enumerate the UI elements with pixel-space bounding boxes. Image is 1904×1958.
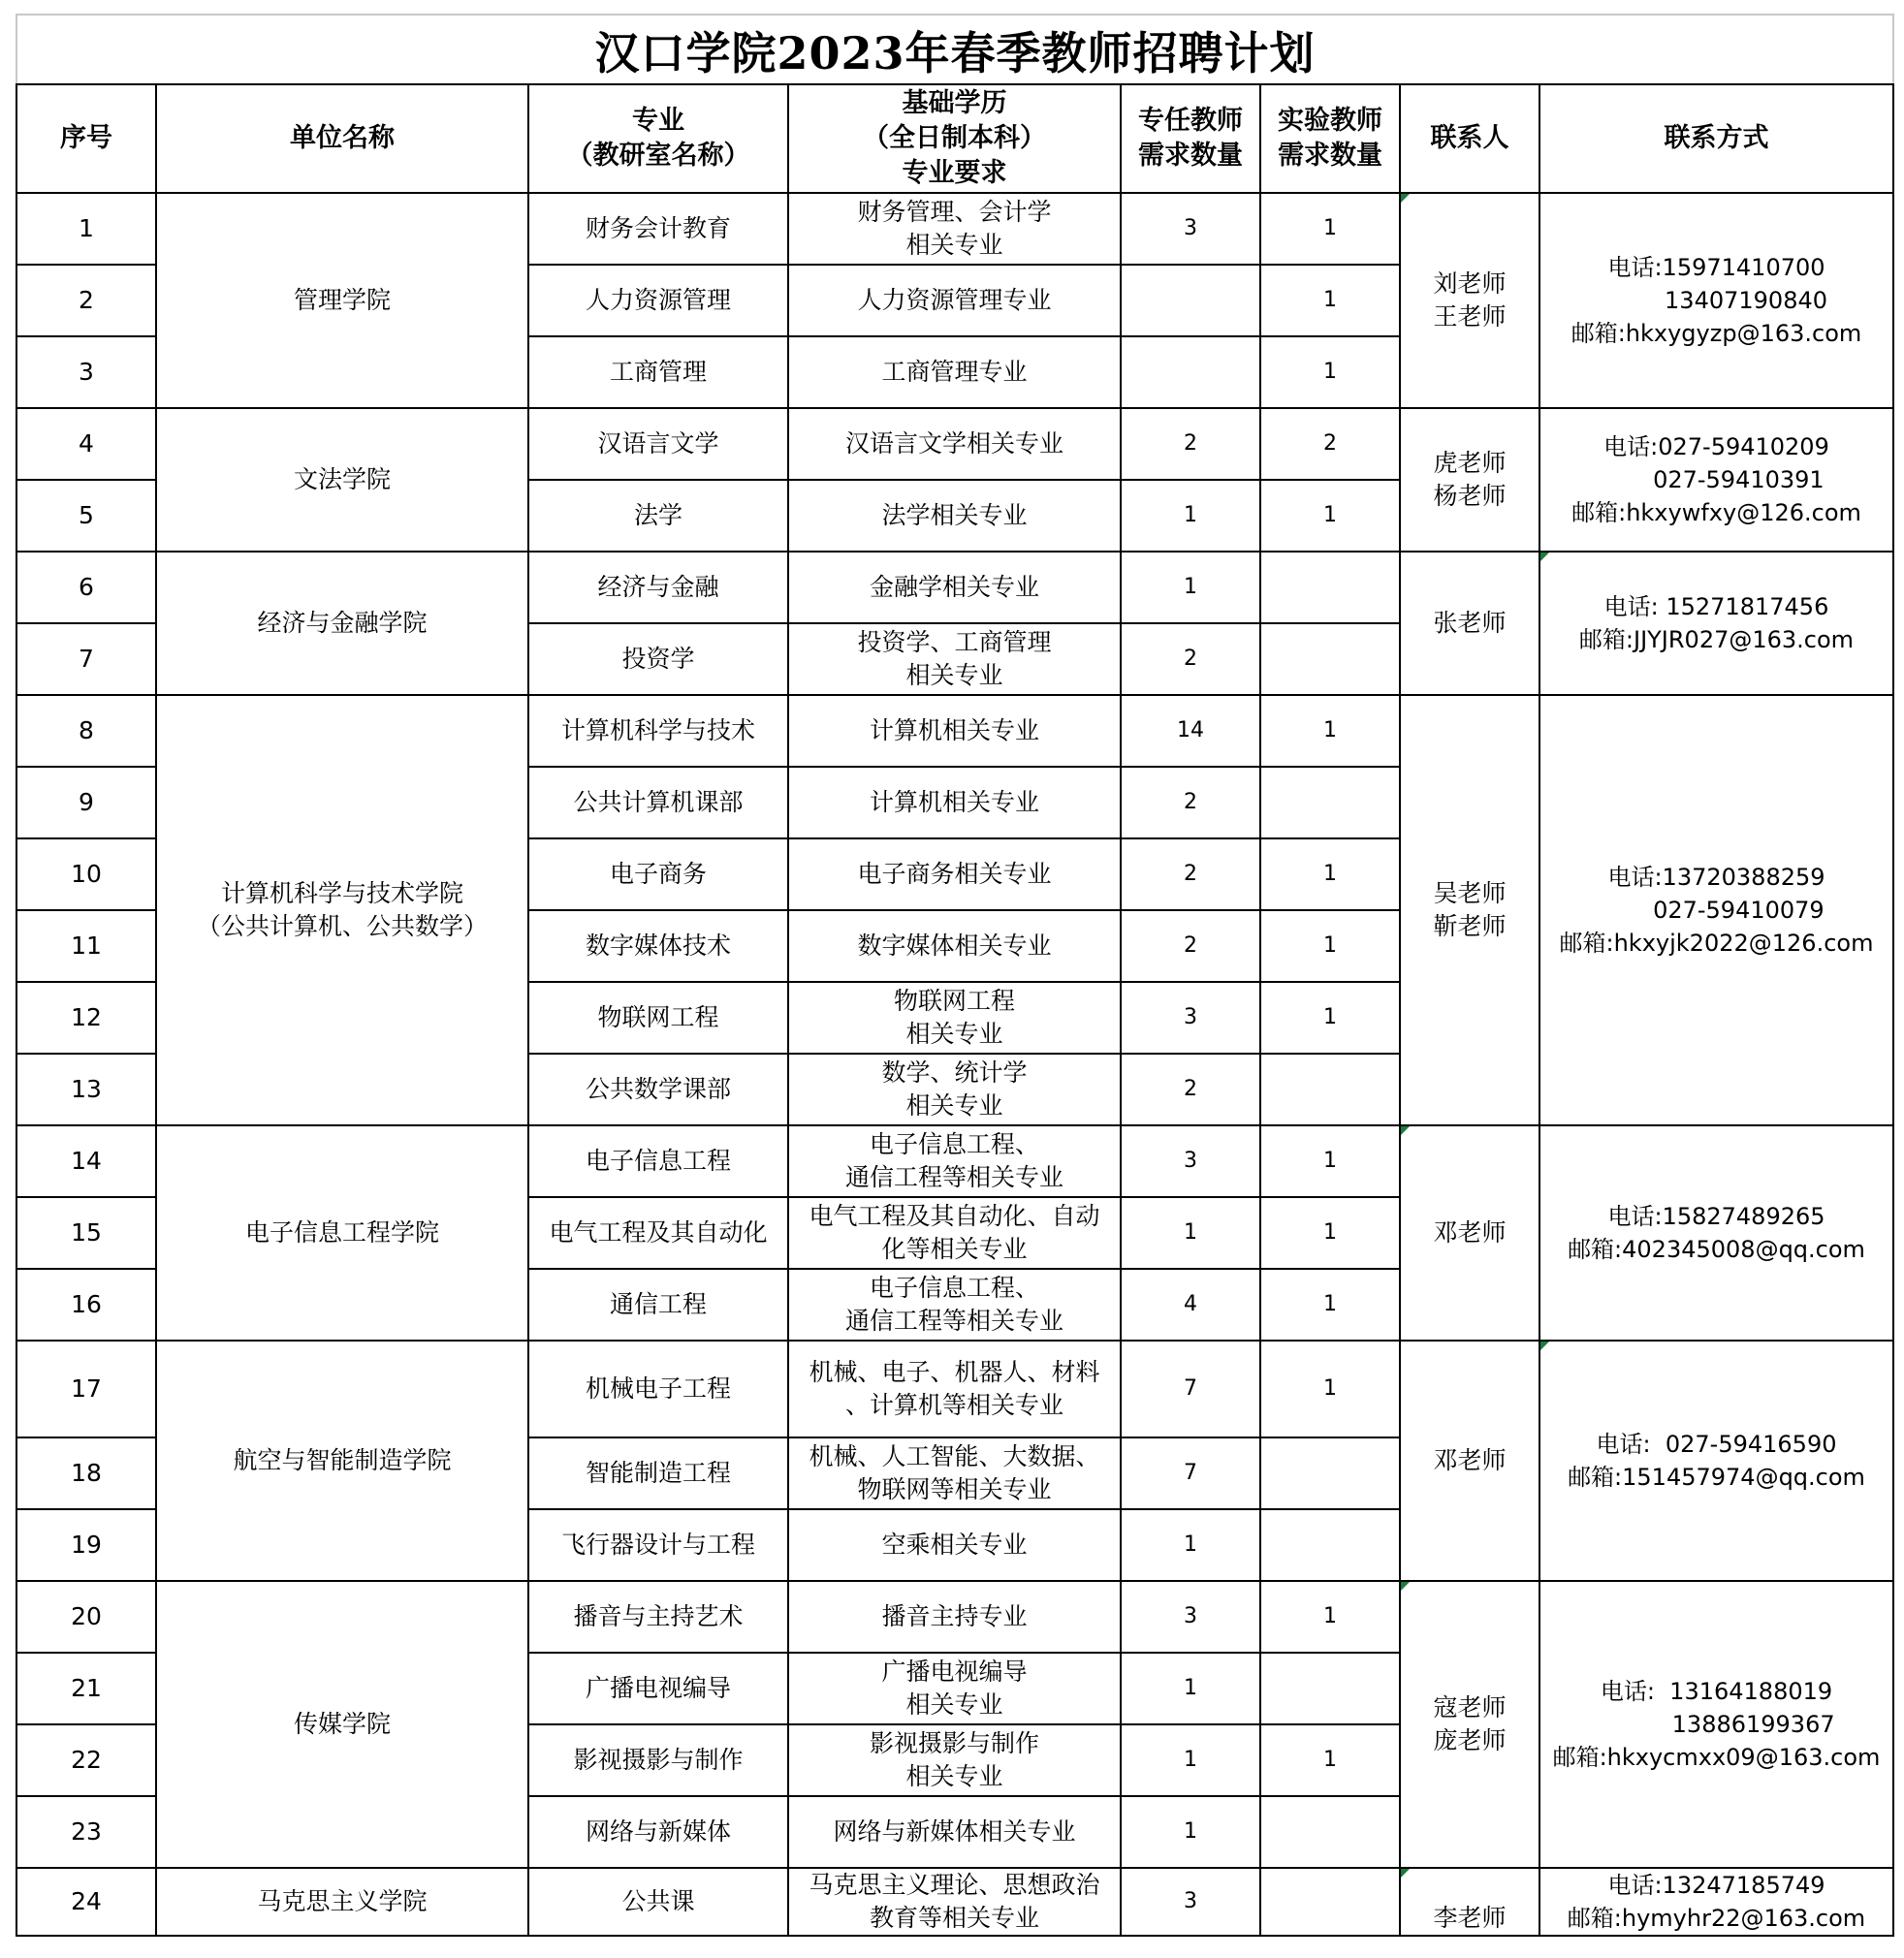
cell-major[interactable]: 财务会计教育 <box>528 193 788 265</box>
cell-lab-count[interactable]: 1 <box>1260 1269 1400 1341</box>
cell-lab-count[interactable] <box>1260 1653 1400 1724</box>
cell-seq[interactable]: 9 <box>16 767 156 838</box>
cell-education[interactable]: 工商管理专业 <box>788 336 1121 408</box>
cell-lab-count[interactable] <box>1260 1437 1400 1509</box>
cell-seq[interactable]: 7 <box>16 623 156 695</box>
cell-seq[interactable]: 1 <box>16 193 156 265</box>
cell-contact-info[interactable]: 电话:13720388259 027-59410079 邮箱:hkxyjk2022@126.com <box>1539 695 1893 1125</box>
table-row <box>16 1868 1893 1936</box>
table-row <box>16 1341 1893 1437</box>
cell-seq[interactable]: 5 <box>16 480 156 552</box>
cell-seq[interactable]: 19 <box>16 1509 156 1581</box>
cell-contact-info[interactable]: 电话:027-59410209 027-59410391 邮箱:hkxywfxy@126.com <box>1539 408 1893 552</box>
cell-major[interactable]: 影视摄影与制作 <box>528 1724 788 1796</box>
cell-lab-count[interactable]: 1 <box>1260 265 1400 336</box>
cell-fulltime-count[interactable]: 1 <box>1121 1796 1260 1868</box>
cell-major[interactable]: 公共计算机课部 <box>528 767 788 838</box>
cell-major[interactable]: 电子商务 <box>528 838 788 910</box>
cell-lab-count[interactable]: 1 <box>1260 336 1400 408</box>
cell-unit[interactable]: 马克思主义学院 <box>156 1868 528 1936</box>
cell-lab-count[interactable]: 1 <box>1260 1581 1400 1653</box>
cell-fulltime-count[interactable]: 2 <box>1121 408 1260 480</box>
cell-seq[interactable]: 23 <box>16 1796 156 1868</box>
cell-lab-count[interactable] <box>1260 623 1400 695</box>
cell-fulltime-count[interactable]: 2 <box>1121 1054 1260 1125</box>
cell-lab-count[interactable]: 1 <box>1260 1125 1400 1197</box>
cell-fulltime-count[interactable]: 3 <box>1121 982 1260 1054</box>
table-row <box>16 1581 1893 1653</box>
cell-lab-count[interactable]: 1 <box>1260 480 1400 552</box>
cell-education[interactable]: 机械、人工智能、大数据、 物联网等相关专业 <box>788 1437 1121 1509</box>
cell-lab-count[interactable] <box>1260 767 1400 838</box>
cell-lab-count[interactable]: 1 <box>1260 1724 1400 1796</box>
cell-fulltime-count[interactable]: 1 <box>1121 1653 1260 1724</box>
table-row <box>16 695 1893 767</box>
cell-education[interactable]: 空乘相关专业 <box>788 1509 1121 1581</box>
cell-fulltime-count[interactable]: 1 <box>1121 1197 1260 1269</box>
cell-seq[interactable]: 10 <box>16 838 156 910</box>
cell-seq[interactable]: 4 <box>16 408 156 480</box>
cell-contact-info[interactable]: 电话:15971410700 13407190840 邮箱:hkxygyzp@163.com <box>1539 193 1893 408</box>
cell-contact-person[interactable]: 吴老师 靳老师 <box>1400 695 1539 1125</box>
cell-education[interactable]: 数字媒体相关专业 <box>788 910 1121 982</box>
cell-contact-person[interactable]: 寇老师 庞老师 <box>1400 1581 1539 1868</box>
cell-lab-count[interactable]: 1 <box>1260 910 1400 982</box>
spreadsheet <box>16 14 1892 1944</box>
cell-fulltime-count[interactable]: 3 <box>1121 1125 1260 1197</box>
cell-contact-info[interactable]: 电话: 027-59416590 邮箱:151457974@qq.com <box>1539 1341 1893 1581</box>
cell-unit[interactable]: 传媒学院 <box>156 1581 528 1868</box>
cell-seq[interactable]: 13 <box>16 1054 156 1125</box>
cell-major[interactable]: 公共数学课部 <box>528 1054 788 1125</box>
cell-major[interactable]: 人力资源管理 <box>528 265 788 336</box>
cell-fulltime-count[interactable]: 2 <box>1121 767 1260 838</box>
cell-education[interactable]: 影视摄影与制作 相关专业 <box>788 1724 1121 1796</box>
cell-major[interactable]: 飞行器设计与工程 <box>528 1509 788 1581</box>
cell-major[interactable]: 计算机科学与技术 <box>528 695 788 767</box>
cell-education[interactable]: 投资学、工商管理 相关专业 <box>788 623 1121 695</box>
cell-major[interactable]: 播音与主持艺术 <box>528 1581 788 1653</box>
cell-lab-count[interactable] <box>1260 1868 1400 1936</box>
cell-fulltime-count[interactable]: 7 <box>1121 1437 1260 1509</box>
cell-contact-info[interactable]: 电话: 13164188019 13886199367 邮箱:hkxycmxx09@163.com <box>1539 1581 1893 1868</box>
cell-education[interactable]: 法学相关专业 <box>788 480 1121 552</box>
header-row <box>16 84 1893 193</box>
cell-unit[interactable]: 电子信息工程学院 <box>156 1125 528 1341</box>
cell-seq[interactable]: 21 <box>16 1653 156 1724</box>
cell-fulltime-count[interactable]: 4 <box>1121 1269 1260 1341</box>
cell-lab-count[interactable]: 1 <box>1260 695 1400 767</box>
cell-lab-count[interactable]: 1 <box>1260 193 1400 265</box>
cell-contact-info[interactable]: 电话:15827489265 邮箱:402345008@qq.com <box>1539 1125 1893 1341</box>
table-row <box>16 1125 1893 1197</box>
cell-major[interactable]: 经济与金融 <box>528 552 788 623</box>
cell-major[interactable]: 汉语言文学 <box>528 408 788 480</box>
cell-major[interactable]: 物联网工程 <box>528 982 788 1054</box>
cell-fulltime-count[interactable]: 3 <box>1121 1581 1260 1653</box>
cell-lab-count[interactable] <box>1260 1796 1400 1868</box>
cell-education[interactable]: 数学、统计学 相关专业 <box>788 1054 1121 1125</box>
cell-seq[interactable]: 12 <box>16 982 156 1054</box>
cell-contact-info[interactable]: 电话: 15271817456 邮箱:JJYJR027@163.com <box>1539 552 1893 695</box>
cell-contact-person[interactable]: 邓老师 <box>1400 1341 1539 1581</box>
cell-seq[interactable]: 8 <box>16 695 156 767</box>
header-contact-person[interactable]: 联系人 <box>1400 84 1539 193</box>
cell-contact-person[interactable]: 刘老师 王老师 <box>1400 193 1539 408</box>
cell-major[interactable]: 数字媒体技术 <box>528 910 788 982</box>
cell-major[interactable]: 电气工程及其自动化 <box>528 1197 788 1269</box>
cell-fulltime-count[interactable]: 2 <box>1121 910 1260 982</box>
cell-fulltime-count[interactable]: 7 <box>1121 1341 1260 1437</box>
cell-seq[interactable]: 14 <box>16 1125 156 1197</box>
table-row <box>16 193 1893 265</box>
cell-unit[interactable]: 航空与智能制造学院 <box>156 1341 528 1581</box>
cell-major[interactable]: 智能制造工程 <box>528 1437 788 1509</box>
cell-fulltime-count[interactable]: 2 <box>1121 838 1260 910</box>
cell-seq[interactable]: 6 <box>16 552 156 623</box>
cell-contact-person[interactable]: 张老师 <box>1400 552 1539 695</box>
cell-lab-count[interactable] <box>1260 552 1400 623</box>
cell-fulltime-count[interactable] <box>1121 265 1260 336</box>
cell-unit[interactable]: 文法学院 <box>156 408 528 552</box>
cell-unit[interactable]: 经济与金融学院 <box>156 552 528 695</box>
cell-education[interactable]: 物联网工程 相关专业 <box>788 982 1121 1054</box>
cell-lab-count[interactable]: 1 <box>1260 1341 1400 1437</box>
cell-lab-count[interactable] <box>1260 1054 1400 1125</box>
cell-fulltime-count[interactable]: 1 <box>1121 552 1260 623</box>
cell-seq[interactable]: 2 <box>16 265 156 336</box>
cell-education[interactable]: 播音主持专业 <box>788 1581 1121 1653</box>
cell-major[interactable]: 广播电视编导 <box>528 1653 788 1724</box>
cell-education[interactable]: 电子商务相关专业 <box>788 838 1121 910</box>
recruitment-table <box>16 83 1894 1937</box>
cell-seq[interactable]: 24 <box>16 1868 156 1936</box>
cell-fulltime-count[interactable]: 1 <box>1121 1509 1260 1581</box>
table-row <box>16 408 1893 480</box>
cell-seq[interactable]: 11 <box>16 910 156 982</box>
title-cell[interactable] <box>16 14 1894 85</box>
cell-education[interactable]: 电子信息工程、 通信工程等相关专业 <box>788 1125 1121 1197</box>
cell-major[interactable]: 机械电子工程 <box>528 1341 788 1437</box>
cell-education[interactable]: 马克思主义理论、思想政治 教育等相关专业 <box>788 1868 1121 1936</box>
cell-contact-person[interactable]: 虎老师 杨老师 <box>1400 408 1539 552</box>
cell-major[interactable]: 通信工程 <box>528 1269 788 1341</box>
cell-education[interactable]: 人力资源管理专业 <box>788 265 1121 336</box>
cell-major[interactable]: 法学 <box>528 480 788 552</box>
cell-lab-count[interactable]: 1 <box>1260 982 1400 1054</box>
cell-seq[interactable]: 18 <box>16 1437 156 1509</box>
cell-education[interactable]: 金融学相关专业 <box>788 552 1121 623</box>
cell-fulltime-count[interactable]: 1 <box>1121 480 1260 552</box>
header-major[interactable]: 专业 （教研室名称） <box>528 84 788 193</box>
header-unit[interactable]: 单位名称 <box>156 84 528 193</box>
header-fulltime-count[interactable]: 专任教师 需求数量 <box>1121 84 1260 193</box>
cell-seq[interactable]: 17 <box>16 1341 156 1437</box>
cell-fulltime-count[interactable]: 3 <box>1121 1868 1260 1936</box>
cell-fulltime-count[interactable] <box>1121 336 1260 408</box>
header-contact-info[interactable]: 联系方式 <box>1539 84 1893 193</box>
cell-major[interactable]: 公共课 <box>528 1868 788 1936</box>
cell-major[interactable]: 工商管理 <box>528 336 788 408</box>
cell-education[interactable]: 计算机相关专业 <box>788 695 1121 767</box>
cell-lab-count[interactable]: 2 <box>1260 408 1400 480</box>
cell-fulltime-count[interactable]: 14 <box>1121 695 1260 767</box>
cell-education[interactable]: 机械、电子、机器人、材料 、计算机等相关专业 <box>788 1341 1121 1437</box>
cell-seq[interactable]: 15 <box>16 1197 156 1269</box>
cell-unit[interactable]: 管理学院 <box>156 193 528 408</box>
table-row <box>16 552 1893 623</box>
cell-contact-person[interactable]: 李老师 <box>1400 1868 1539 1936</box>
cell-education[interactable]: 计算机相关专业 <box>788 767 1121 838</box>
cell-lab-count[interactable]: 1 <box>1260 1197 1400 1269</box>
cell-education[interactable]: 网络与新媒体相关专业 <box>788 1796 1121 1868</box>
cell-seq[interactable]: 22 <box>16 1724 156 1796</box>
cell-major[interactable]: 电子信息工程 <box>528 1125 788 1197</box>
header-lab-count[interactable]: 实验教师 需求数量 <box>1260 84 1400 193</box>
cell-fulltime-count[interactable]: 1 <box>1121 1724 1260 1796</box>
cell-education[interactable]: 财务管理、会计学 相关专业 <box>788 193 1121 265</box>
cell-seq[interactable]: 20 <box>16 1581 156 1653</box>
cell-contact-info[interactable]: 电话:13247185749 邮箱:hymyhr22@163.com <box>1539 1868 1893 1936</box>
cell-major[interactable]: 网络与新媒体 <box>528 1796 788 1868</box>
cell-fulltime-count[interactable]: 2 <box>1121 623 1260 695</box>
header-seq[interactable]: 序号 <box>16 84 156 193</box>
cell-contact-person[interactable]: 邓老师 <box>1400 1125 1539 1341</box>
header-education[interactable]: 基础学历 （全日制本科） 专业要求 <box>788 84 1121 193</box>
cell-lab-count[interactable]: 1 <box>1260 838 1400 910</box>
page-title: 汉口学院2023年春季教师招聘计划 <box>594 27 1316 79</box>
cell-education[interactable]: 广播电视编导 相关专业 <box>788 1653 1121 1724</box>
cell-lab-count[interactable] <box>1260 1509 1400 1581</box>
cell-education[interactable]: 汉语言文学相关专业 <box>788 408 1121 480</box>
cell-seq[interactable]: 16 <box>16 1269 156 1341</box>
cell-seq[interactable]: 3 <box>16 336 156 408</box>
cell-unit[interactable]: 计算机科学与技术学院 （公共计算机、公共数学） <box>156 695 528 1125</box>
cell-fulltime-count[interactable]: 3 <box>1121 193 1260 265</box>
cell-education[interactable]: 电气工程及其自动化、自动 化等相关专业 <box>788 1197 1121 1269</box>
cell-education[interactable]: 电子信息工程、 通信工程等相关专业 <box>788 1269 1121 1341</box>
cell-major[interactable]: 投资学 <box>528 623 788 695</box>
